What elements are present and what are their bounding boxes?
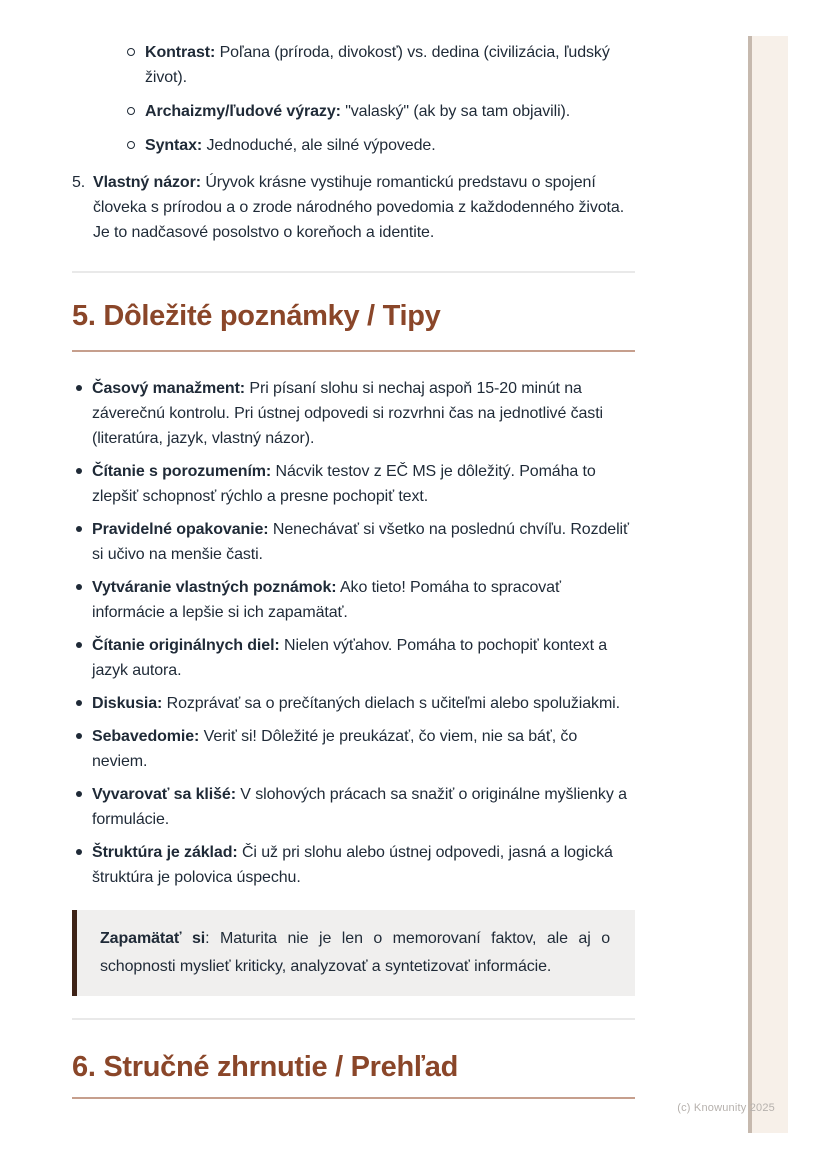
list-item <box>145 133 635 158</box>
list-item <box>92 724 635 774</box>
item-label: Kontrast: <box>145 44 216 61</box>
list-item <box>92 633 635 683</box>
section5-title: 5. Dôležité poznámky / Tipy <box>72 299 635 352</box>
numbered-item <box>72 170 635 245</box>
list-item <box>92 517 635 567</box>
item-label: Syntax: <box>145 137 203 154</box>
item-text: Nácvik testov z EČ MS je dôležitý. Pomáha to zlepšiť schopnosť rýchlo a presne pochopiť text. <box>92 463 596 505</box>
item-label: Vyvarovať sa klišé: <box>92 786 236 803</box>
callout-box <box>72 910 635 996</box>
list-item <box>92 376 635 451</box>
item-label: Archaizmy/ľudové výrazy: <box>145 103 341 120</box>
list-item <box>92 459 635 509</box>
item-text: Vlastný názor: Úryvok krásne vystihuje romantickú predstavu o spojení človeka s prírodou a o zrode národného povedomia z každodenného života. Je to nadčasové posolstvo o koreňoch a identite. <box>93 174 625 241</box>
sub-bullet-list <box>72 40 635 158</box>
document-content <box>72 0 635 1099</box>
list-item <box>92 575 635 625</box>
item-text: Poľana (príroda, divokosť) vs. dedina (civilizácia, ľudský život). <box>145 44 610 86</box>
item-text: Ako tieto! Pomáha to spracovať informácie a lepšie si ich zapamätať. <box>92 579 561 621</box>
item-label: Pravidelné opakovanie: <box>92 521 269 538</box>
item-text: V slohových prácach sa snažiť o originálne myšlienky a formulácie. <box>92 786 627 828</box>
item-label: Diskusia: <box>92 695 163 712</box>
item-label: Časový manažment: <box>92 380 246 397</box>
item-number: 5. <box>72 174 86 191</box>
section-divider <box>72 271 635 273</box>
item-text: "valaský" (ak by sa tam objavili). <box>345 103 571 120</box>
item-label: Vytváranie vlastných poznámok: <box>92 579 337 596</box>
item-text: Veriť si! Dôležité je preukázať, čo viem, nie sa báť, čo neviem. <box>92 728 578 770</box>
list-item <box>92 691 635 716</box>
copyright-footer: (c) Knowunity 2025 <box>677 1102 775 1114</box>
item-label: Štruktúra je základ: <box>92 844 238 861</box>
item-text: Jednoduché, ale silné výpovede. <box>206 137 436 154</box>
item-text: Rozprávať sa o prečítaných dielach s učiteľmi alebo spolužiakmi. <box>166 695 620 712</box>
item-text: Pri písaní slohu si nechaj aspoň 15-20 minút na záverečnú kontrolu. Pri ústnej odpovedi si rozvrhni čas na jednotlivé časti (literatúra, jazyk, vlastný názor). <box>92 380 603 447</box>
callout-text: Zapamätať si: Maturita nie je len o memorovaní faktov, ale aj o schopnosti myslieť kriticky, analyzovať a syntetizovať informácie. <box>100 930 610 975</box>
section6-title: 6. Stručné zhrnutie / Prehľad <box>72 1050 635 1099</box>
item-label: Čítanie originálnych diel: <box>92 637 280 654</box>
list-item <box>92 840 635 890</box>
page-edge-strip <box>748 36 788 1133</box>
list-item <box>145 99 635 124</box>
item-text: Či už pri slohu alebo ústnej odpovedi, jasná a logická štruktúra je polovica úspechu. <box>92 844 613 886</box>
callout-label: Zapamätať si <box>100 930 206 947</box>
item-label: Vlastný názor: <box>93 174 201 191</box>
section-divider <box>72 1018 635 1020</box>
item-label: Sebavedomie: <box>92 728 200 745</box>
item-label: Čítanie s porozumením: <box>92 463 272 480</box>
list-item <box>145 40 635 90</box>
item-text: Nenechávať si všetko na poslednú chvíľu. Rozdeliť si učivo na menšie časti. <box>92 521 629 563</box>
item-text: Nielen výťahov. Pomáha to pochopiť kontext a jazyk autora. <box>92 637 608 679</box>
tips-list <box>72 376 635 890</box>
list-item <box>92 782 635 832</box>
